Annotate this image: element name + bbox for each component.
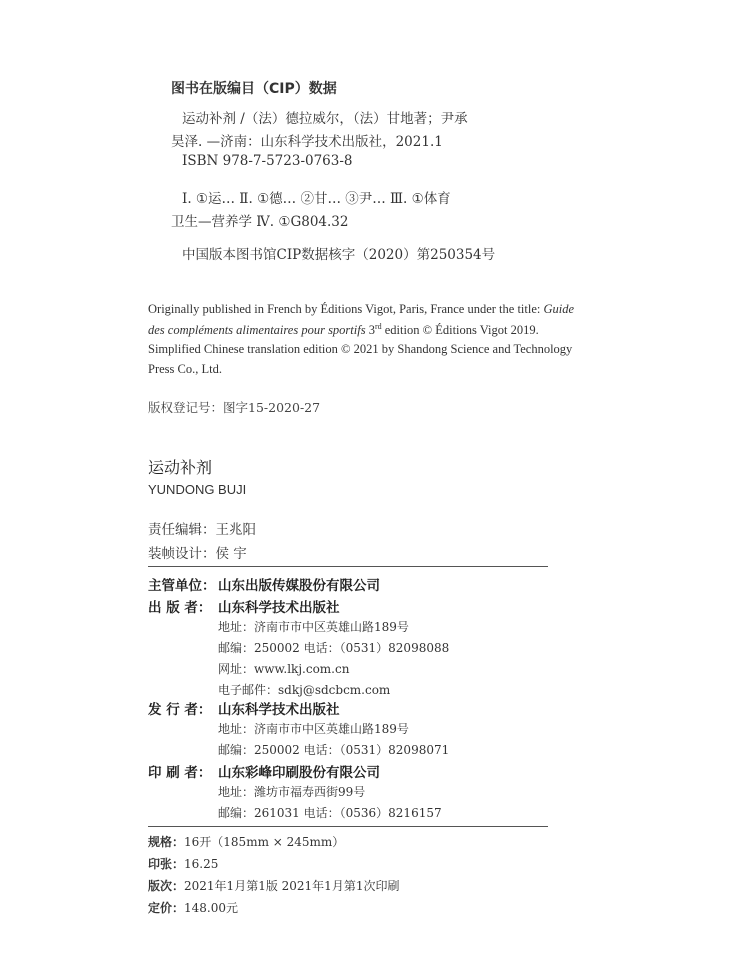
divider-top (148, 566, 548, 567)
copyright-line-1: Originally published in French by Éditions Vigot, Paris, France under the title: Guide (148, 302, 575, 316)
cip-heading: 图书在版编目（CIP）数据 (171, 81, 337, 97)
printer-post-phone: 邮编：261031 电话：（0536）8216157 (218, 806, 442, 820)
spec-sheets: 印张：16.25 (148, 857, 219, 871)
publisher-address: 地址：济南市市中区英雄山路189号 (218, 620, 409, 634)
printer-role: 印 刷 者： (148, 765, 212, 781)
printer-name: 山东彩峰印刷股份有限公司 (218, 765, 380, 781)
spec-format: 规格：16开（185mm × 245mm） (148, 835, 345, 849)
distributor-role: 发 行 者： (148, 702, 212, 718)
divider-bottom (148, 826, 548, 827)
book-pinyin: YUNDONG BUJI (148, 482, 247, 497)
cip-line-2: 昊泽. —济南：山东科学技术出版社，2021.1 (171, 134, 443, 150)
supervisor-role: 主管单位： (148, 578, 216, 594)
copyright-line-3: Simplified Chinese translation edition © 2021 by Shandong Science and Technology (148, 342, 573, 356)
cip-line-1: 运动补剂 /（法）德拉威尔，（法）甘地著；尹承 (182, 111, 468, 127)
cip-line-3: ISBN 978-7-5723-0763-8 (182, 153, 353, 169)
cip-line-4: Ⅰ. ①运… Ⅱ. ①德… ②甘… ③尹… Ⅲ. ①体育 (182, 191, 451, 207)
cip-line-6: 中国版本图书馆CIP数据核字（2020）第250354号 (182, 247, 496, 263)
publisher-email: 电子邮件：sdkj@sdcbcm.com (218, 683, 391, 697)
printer-address: 地址：潍坊市福寿西街99号 (218, 785, 366, 799)
supervisor-name: 山东出版传媒股份有限公司 (218, 578, 380, 594)
cip-line-5: 卫生—营养学 Ⅳ. ①G804.32 (171, 214, 349, 230)
cover-designer: 装帧设计：侯 宇 (148, 546, 247, 562)
distributor-address: 地址：济南市市中区英雄山路189号 (218, 722, 409, 736)
spec-edition: 版次：2021年1月第1版 2021年1月第1次印刷 (148, 879, 400, 893)
responsible-editor: 责任编辑：王兆阳 (148, 522, 256, 538)
copyright-line-2: des compléments alimentaires pour sportifs 3rd edition © Éditions Vigot 2019. (148, 322, 539, 338)
distributor-name: 山东科学技术出版社 (218, 702, 340, 718)
publisher-post-phone: 邮编：250002 电话：（0531）82098088 (218, 641, 450, 655)
spec-price: 定价：148.00元 (148, 901, 239, 915)
copyright-line-4: Press Co., Ltd. (148, 362, 222, 376)
publisher-role: 出 版 者： (148, 600, 212, 616)
book-title: 运动补剂 (148, 458, 213, 477)
publisher-name: 山东科学技术出版社 (218, 600, 340, 616)
registration-number: 版权登记号：图字15-2020-27 (148, 400, 321, 415)
publisher-website: 网址：www.lkj.com.cn (218, 662, 350, 676)
distributor-post-phone: 邮编：250002 电话：（0531）82098071 (218, 743, 450, 757)
